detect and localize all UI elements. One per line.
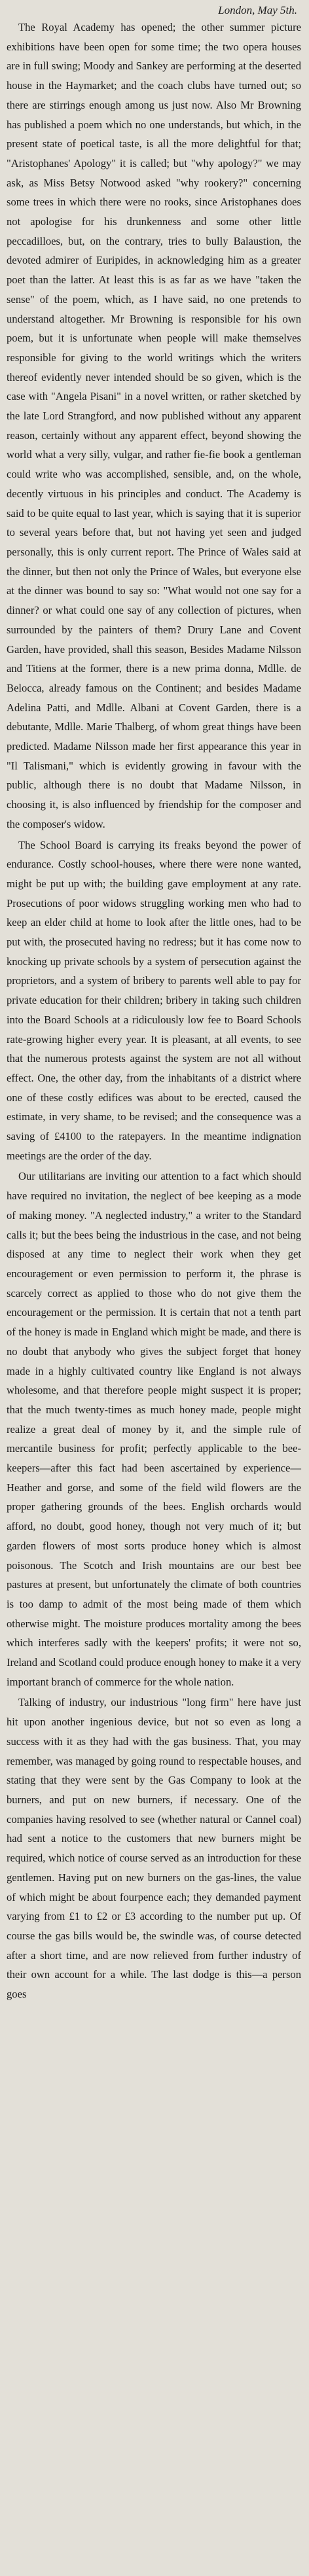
paragraph-long-firm: Talking of industry, our industrious "long firm" here have just hit upon another ingenious device, but not so even as long a success with it as they had with the gas business. That, you may remember, was managed by going round to respectable houses, and stating that they were sent by the Gas Company to look at the burners, and put on new burners, if necessary. One of the companies having resolved to see (whether natural or Cannel coal) had sent a notice to the customers that new burners might be required, which notice of course served as an introduction for these gentlemen. Having put on new burners on the gas-lines, the value of which might be about fourpence each; they demanded payment varying from £1 to £2 or £3 according to the number put up. Of course the gas bills would be, the swindle was, of course detected after a short time, and are now relieved from further industry of their own account for a while. The last dodge is this—a person goes [7, 1696, 301, 2001]
paragraph-royal-academy: The Royal Academy has opened; the other summer picture exhibitions have been open for some time; the two opera houses are in full swing; Moody and Sankey are performing at the deserted house in the Haymarket; and the coach clubs have turned out; so there are stirrings enough among us just now. Also Mr Browning has published a poem which no one understands, but which, in the present state of poetical taste, is all the more delightful for that; "Aristophanes' Apology" it is called; but "why apology?" we may ask, as Miss Betsy Notwood asked "why rookery?" concerning some trees in which there were no rooks, since Aristophanes does not apologise for his drunkenness and some other little peccadilloes, but, on the contrary, tries to bully Balaustion, the devoted admirer of Euripides, in acknowledging him as a greater poet than the latter. At least this is as far as we have "taken the sense" of the poem, which, as I have said, no one pretends to understand altogether. Mr Browning is responsible for his own poem, but it is unfortunate when people will make themselves responsible for giving to the world writings which the writers thereof evidently never intended should be so given, which is the case with "Angela Pisani" in a novel written, or rather sketched by the late Lord Strangford, and now published without any apparent reason, certainly without any apparent effect, beyond showing the world what a very silly, vulgar, and rather fie-fie book a gentleman could write who was accomplished, sensible, and, on the whole, decently virtuous in his principles and conduct. The Academy is said to be quite equal to last year, which is saying that it is superior to several years before that, but not having yet seen and judged personally, this is only current report. The Prince of Wales said at the dinner, but then not only the Prince of Wales, but everyone else at the dinner was bound to say so: "What would not one say for a dinner? or what could one say of any collection of pictures, when surrounded by the painters of them? Drury Lane and Covent Garden, have provided, shall this season, Besides Madame Nilsson and Titiens at the former, there is a new prima donna, Mdlle. de Belocca, already famous on the Continent; and besides Madame Adelina Patti, and Mdlle. Albani at Covent Garden, there is a debutante, Mdlle. Marie Thalberg, of whom great things have been predicted. Madame Nilsson made her first appearance this year in "Il Talismani," which is evidently growing in favour with the public, although there is no doubt that Madame Nilsson, in choosing it, is also influenced by friendship for the composer and the composer's widow. [7, 21, 301, 830]
paragraph-bee-keeping: Our utilitarians are inviting our attention to a fact which should have required no invitation, the neglect of bee keeping as a mode of making money. "A neglected industry," a writer to the Standard calls it; but the bees being the industrious in the case, and not being disposed at any time to neglect their work when they get encouragement or even permission to perform it, the phrase is scarcely correct as applied to those who do not give them the encouragement or the permission. It is certain that not a tenth part of the honey is made in England which might be made, and there is no doubt that anybody who gives the subject forget that honey made in a highly cultivated country like England is not always wholesome, and that therefore people might suspect it is proper; that the much twenty-times as much honey made, people might realize a great deal of money by it, and the simple rule of mercantile business for profit; perfectly applicable to the bee-keepers—after this fact had been ascertained by experience—Heather and gorse, and some of the field wild flowers are the proper gathering grounds of the bees. English orchards would afford, no doubt, good honey, though not very much of it; but garden flowers of most sorts produce honey which is almost poisonous. The Scotch and Irish mountains are our best bee pastures at present, but unfortunately the climate of both countries is too damp to admit of the most being made of them which otherwise might. The moisture produces mortality among the bees which interferes sadly with the keepers' profits; it were not so, Ireland and Scotland could produce enough honey to make it a very important branch of commerce for the whole nation. [7, 1170, 301, 1688]
dateline: London, May 5th. [218, 4, 297, 16]
paragraph-school-board: The School Board is carrying its freaks beyond the power of endurance. Costly school-houses, where there were none wanted, might be put up with; the building gave employment at any rate. Prosecutions of poor widows struggling working men who had to keep an elder child at home to look after the little ones, had to be put with, the prosecuted having no redress; but it has come now to knocking up private schools by a system of persecution against the proprietors, and a system of bribery to parents well able to pay for private education for their children; bribery in taking such children into the Board Schools at a ridiculously low fee to Board Schools rate-growing higher every year. It is pleasant, at all events, to see that the numerous protests against the system are not all without effect. One, the other day, from the inhabitants of a district where one of these costly edifices was about to be erected, caused the estimate, in very shame, to be revised; and the consequence was a saving of £4100 to the ratepayers. In the meantime indignation meetings are the order of the day. [7, 838, 301, 1162]
